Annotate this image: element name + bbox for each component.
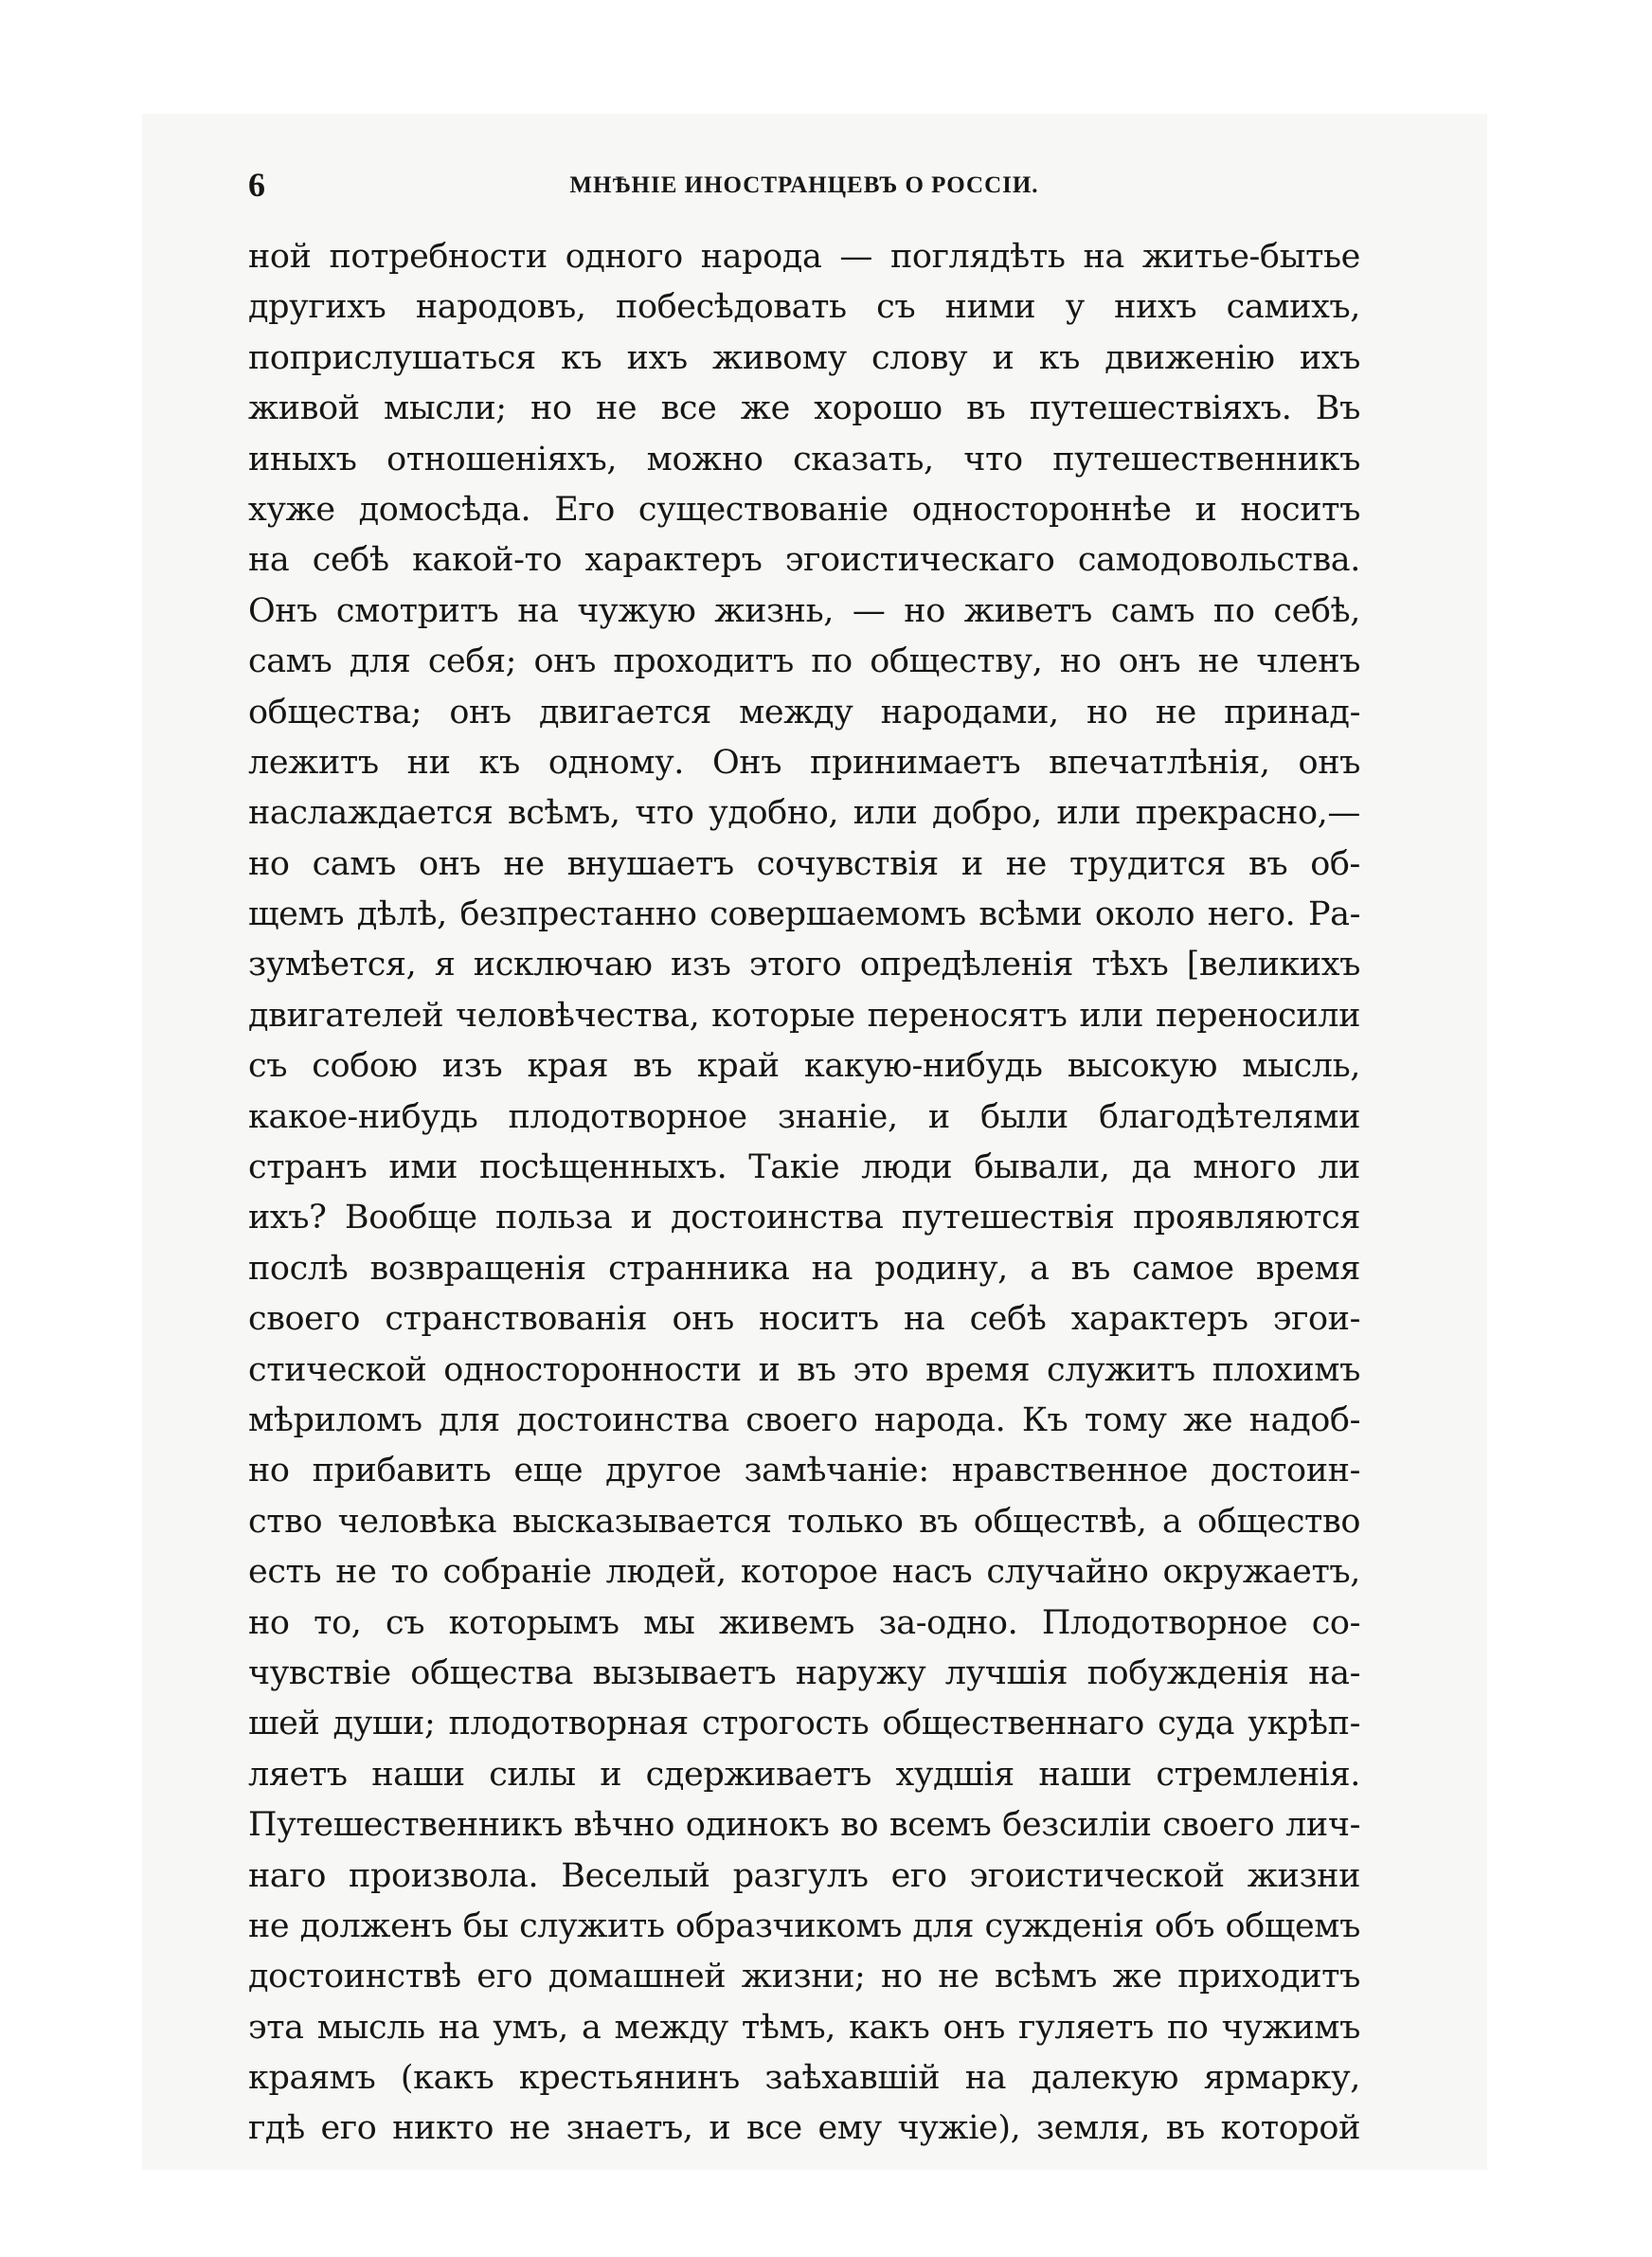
- text-line: поприслушаться къ ихъ живому слову и къ движенію ихъ: [248, 338, 1360, 377]
- text-line: странъ ими посѣщенныхъ. Такіе люди бывали, да много ли: [248, 1148, 1360, 1187]
- text-line: на себѣ какой-то характеръ эгоистическаго самодовольства.: [248, 541, 1360, 580]
- text-line: живой мысли; но не все же хорошо въ путешествіяхъ. Въ: [248, 389, 1360, 428]
- text-line: иныхъ отношеніяхъ, можно сказать, что путешественникъ: [248, 440, 1360, 478]
- text-line: какое-нибудь плодотворное знаніе, и были благодѣтелями: [248, 1097, 1360, 1136]
- text-line: не долженъ бы служить образчикомъ для сужденія объ общемъ: [248, 1906, 1360, 1945]
- text-line: Онъ смотритъ на чужую жизнь, — но живетъ самъ по себѣ,: [248, 591, 1360, 630]
- text-line: стической односторонности и въ это время служитъ плохимъ: [248, 1350, 1360, 1389]
- text-line: щемъ дѣлѣ, безпрестанно совершаемомъ всѣми около него. Ра-: [248, 895, 1360, 934]
- text-line: ство человѣка высказывается только въ обществѣ, а общество: [248, 1502, 1360, 1541]
- text-line: своего странствованія онъ носитъ на себѣ характеръ эгои-: [248, 1300, 1360, 1339]
- text-line: ихъ? Вообще польза и достоинства путешествія проявляются: [248, 1199, 1360, 1237]
- text-line: лежитъ ни къ одному. Онъ принимаетъ впечатлѣнія, онъ: [248, 743, 1360, 782]
- text-line: но самъ онъ не внушаетъ сочувствія и не трудится въ об-: [248, 844, 1360, 883]
- body-text: [248, 232, 1360, 2155]
- page-number: 6: [248, 166, 265, 204]
- page-header: [248, 161, 1360, 208]
- text-line: но то, съ которымъ мы живемъ за-одно. Плодотворное со-: [248, 1603, 1360, 1642]
- text-line: чувствіе общества вызываетъ наружу лучшія побужденія на-: [248, 1653, 1360, 1692]
- text-line: съ собою изъ края въ край какую-нибудь высокую мысль,: [248, 1047, 1360, 1086]
- text-line: наго произвола. Веселый разгулъ его эгоистической жизни: [248, 1856, 1360, 1895]
- running-title: МНѢНІЕ ИНОСТРАНЦЕВЪ О РОССІИ.: [569, 172, 1039, 198]
- text-line: краямъ (какъ крестьянинъ заѣхавшій на далекую ярмарку,: [248, 2059, 1360, 2098]
- text-line: наслаждается всѣмъ, что удобно, или добро, или прекрасно,—: [248, 794, 1360, 833]
- text-line: эта мысль на умъ, а между тѣмъ, какъ онъ гуляетъ по чужимъ: [248, 2008, 1360, 2047]
- text-line: есть не то собраніе людей, которое насъ случайно окружаетъ,: [248, 1553, 1360, 1592]
- text-line: послѣ возвращенія странника на родину, а въ самое время: [248, 1249, 1360, 1288]
- text-line: гдѣ его никто не знаетъ, и все ему чужіе), земля, въ которой: [248, 2109, 1360, 2148]
- text-line: ляетъ наши силы и сдерживаетъ худшія наши стремленія.: [248, 1755, 1360, 1794]
- text-line: Путешественникъ вѣчно одинокъ во всемъ безсиліи своего лич-: [248, 1806, 1360, 1845]
- text-line: ной потребности одного народа — поглядѣть на житье-бытье: [248, 238, 1360, 276]
- text-line: общества; онъ двигается между народами, но не принад-: [248, 693, 1360, 731]
- text-line: шей души; плодотворная строгость общественнаго суда укрѣп-: [248, 1705, 1360, 1743]
- text-line: другихъ народовъ, побесѣдовать съ ними у нихъ самихъ,: [248, 288, 1360, 327]
- text-line: двигателей человѣчества, которые переносятъ или переносили: [248, 996, 1360, 1035]
- text-line: хуже домосѣда. Его существованіе одностороннѣе и носитъ: [248, 490, 1360, 529]
- text-line: но прибавить еще другое замѣчаніе: нравственное достоин-: [248, 1452, 1360, 1490]
- text-line: достоинствѣ его домашней жизни; но не всѣмъ же приходитъ: [248, 1958, 1360, 1996]
- text-line: самъ для себя; онъ проходитъ по обществу, но онъ не членъ: [248, 642, 1360, 681]
- text-line: зумѣется, я исключаю изъ этого опредѣленія тѣхъ [великихъ: [248, 946, 1360, 984]
- text-line: мѣриломъ для достоинства своего народа. Къ тому же надоб-: [248, 1400, 1360, 1439]
